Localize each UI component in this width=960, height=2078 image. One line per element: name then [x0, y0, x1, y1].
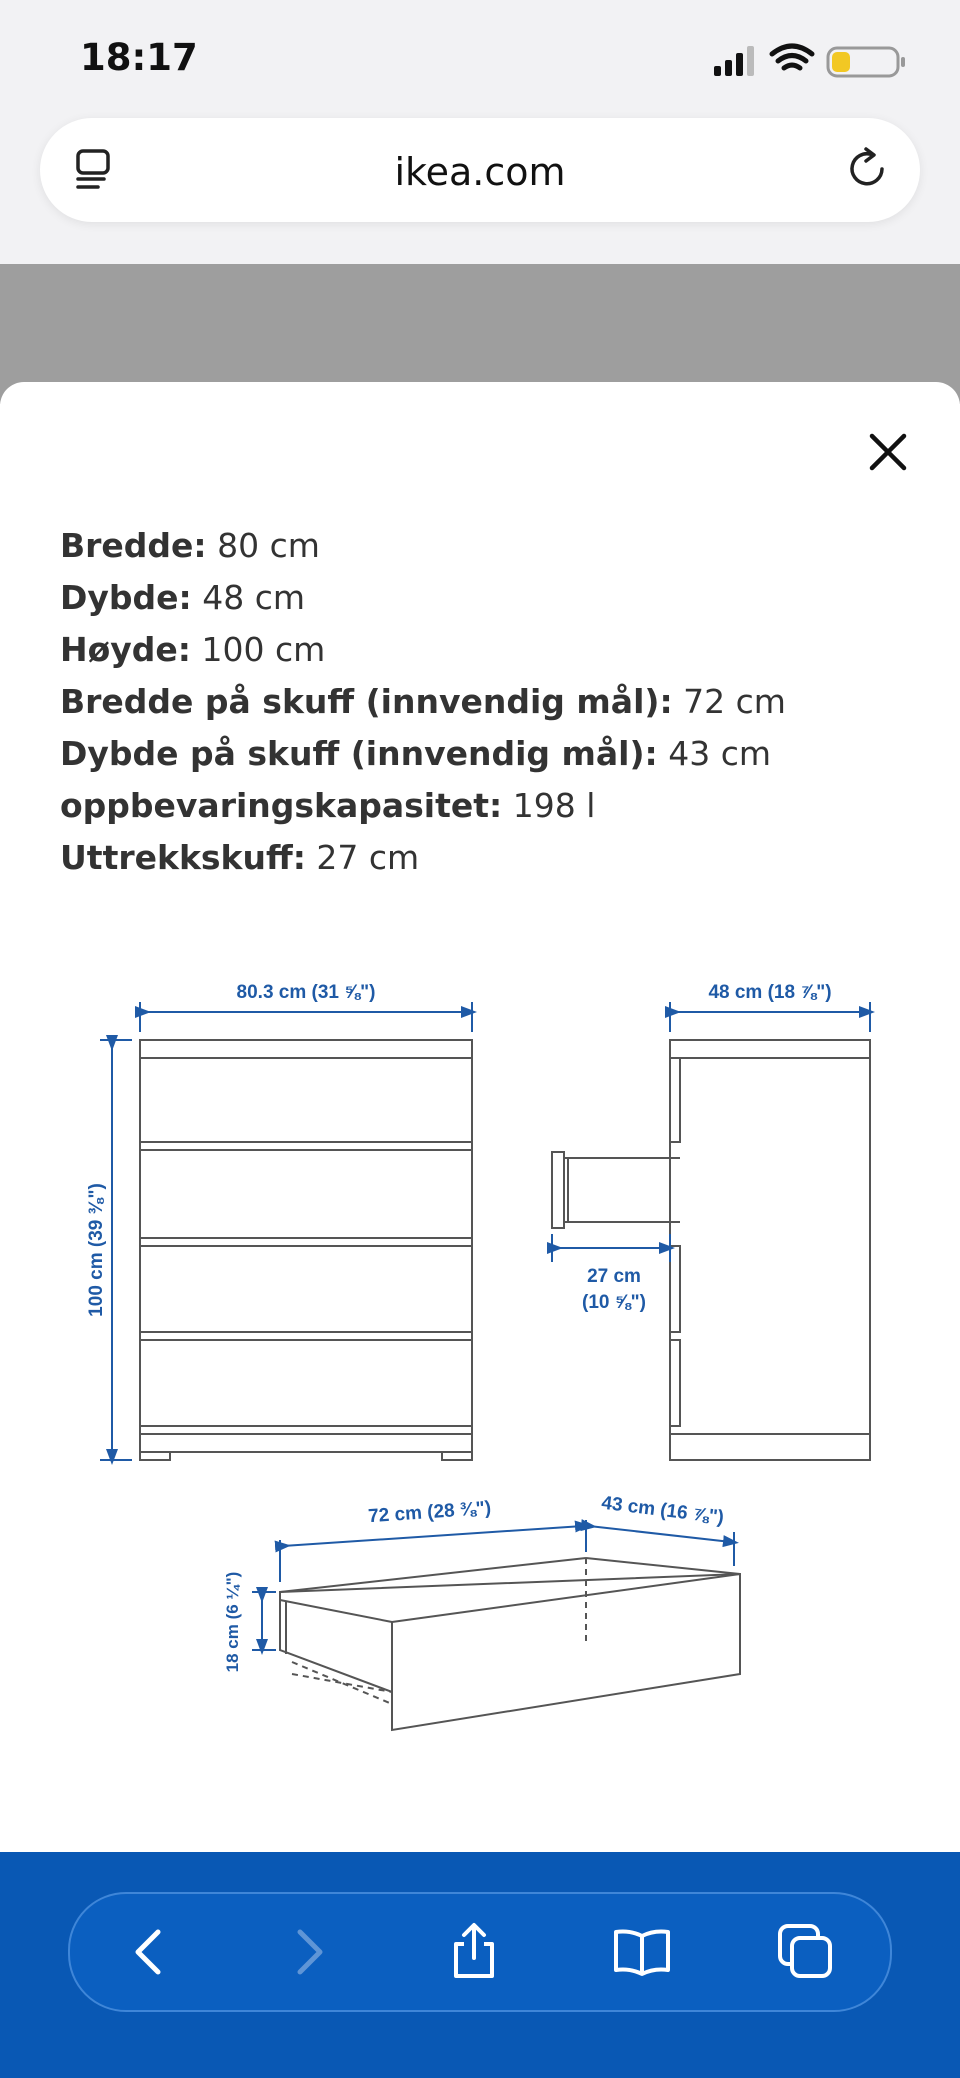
browser-address-area	[0, 110, 960, 264]
dimension-drawing	[0, 382, 960, 1852]
drawer-height-dimension	[252, 1592, 276, 1650]
dimensions-sheet	[0, 382, 960, 1852]
spec-row-depth: Dybde: 48 cm	[60, 578, 306, 617]
address-bar[interactable]	[40, 118, 920, 222]
bookmarks-icon[interactable]	[612, 1922, 672, 1982]
tabs-icon[interactable]	[776, 1922, 836, 1982]
status-time: 18:17	[80, 36, 198, 79]
side-view	[552, 1040, 870, 1460]
front-view	[140, 1040, 472, 1460]
back-icon[interactable]	[120, 1922, 180, 1982]
reload-icon[interactable]	[844, 146, 890, 192]
browser-toolbar-area	[0, 1852, 960, 2078]
spec-row-height: Høyde: 100 cm	[60, 630, 326, 669]
url-text[interactable]: ikea.com	[394, 150, 566, 194]
share-icon[interactable]	[444, 1922, 504, 1982]
spec-row-extension: Uttrekkskuff: 27 cm	[60, 838, 420, 877]
status-icons	[714, 40, 914, 80]
extension-label-cm: 27 cm	[587, 1266, 641, 1287]
drawer-depth-label: 43 cm (16 ⅞")	[600, 1492, 726, 1529]
status-bar	[0, 0, 960, 110]
forward-icon[interactable]	[278, 1922, 338, 1982]
spec-row-drawer-width: Bredde på skuff (innvendig mål): 72 cm	[60, 682, 786, 721]
wifi-icon	[772, 46, 812, 68]
spec-row-width: Bredde: 80 cm	[60, 526, 320, 565]
extension-label-in: (10 ⅝")	[582, 1292, 646, 1313]
drawer-width-dimension	[280, 1520, 586, 1582]
battery-icon	[828, 48, 905, 76]
side-depth-dimension	[670, 1002, 870, 1032]
drawer-width-label: 72 cm (28 ⅜")	[367, 1497, 492, 1528]
browser-toolbar	[68, 1892, 892, 2012]
side-depth-label: 48 cm (18 ⅞")	[708, 982, 832, 1003]
drawer-view	[280, 1558, 740, 1730]
front-width-dimension	[140, 1002, 472, 1032]
signal-icon	[714, 46, 754, 76]
height-label: 100 cm (39 ⅜")	[86, 1183, 107, 1317]
spec-row-drawer-depth: Dybde på skuff (innvendig mål): 43 cm	[60, 734, 772, 773]
extension-dimension	[552, 1234, 670, 1262]
front-width-label: 80.3 cm (31 ⅝")	[236, 982, 376, 1003]
drawer-height-label: 18 cm (6 ¼")	[223, 1571, 242, 1673]
spec-row-capacity: oppbevaringskapasitet: 198 l	[60, 786, 596, 825]
